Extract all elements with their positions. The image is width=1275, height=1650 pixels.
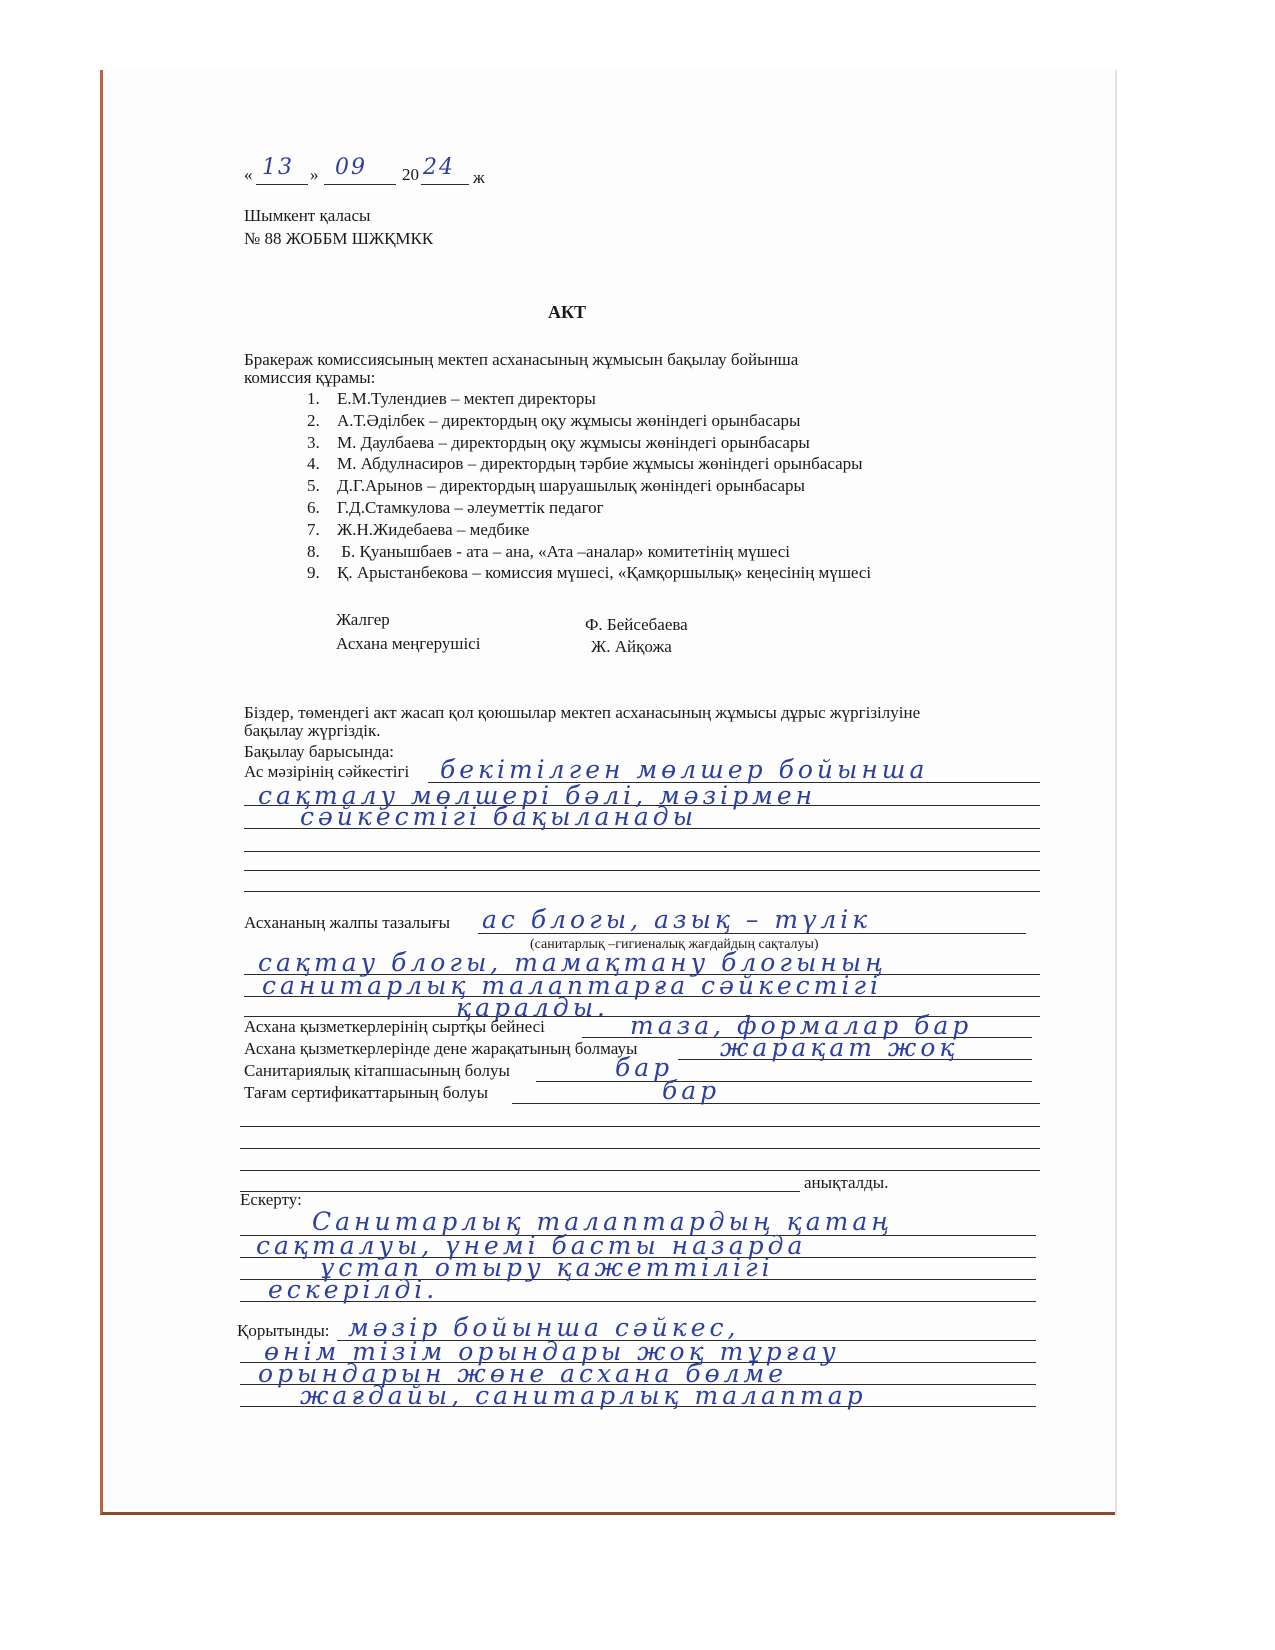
blank-line-1 (240, 1126, 1040, 1127)
menu-line-4 (244, 851, 1040, 852)
menu-compliance-label: Ас мәзірінің сәйкестігі (244, 762, 410, 781)
member-item: 2. А.Т.Әділбек – директордың оқу жұмысы жөніндегі орынбасары (307, 410, 801, 430)
clean-handwritten-3: санитарлық талаптарға сәйкестігі (262, 971, 883, 1000)
note-handwritten-2: сақталуы, үнемі басты назарда (256, 1231, 807, 1260)
school-text: № 88 ЖОББМ ШЖҚМКК (244, 229, 434, 248)
menu-handwritten-3: сәйкестігі бақыланады (300, 802, 697, 831)
conclusion-handwritten-3: орындарын жөне асхана бөлме (258, 1359, 788, 1388)
body-line-1: Біздер, төмендегі акт жасап қол қоюшылар мектеп асханасының жұмысы дұрыс жүргізілуіне (244, 703, 921, 722)
city-text: Шымкент қаласы (244, 206, 371, 225)
injury-label: Асхана қызметкерлерінде дене жарақатының болмауы (244, 1039, 638, 1058)
conclusion-handwritten-4: жағдайы, санитарлық талаптар (300, 1381, 867, 1410)
staff-role-tenant: Жалгер (336, 610, 390, 629)
date-open-quote: « (244, 165, 253, 184)
date-suffix: ж (473, 168, 485, 187)
member-item: 6. Г.Д.Стамкулова – әлеуметтік педагог (307, 497, 604, 517)
intro-line-1: Бракераж комиссиясының мектеп асханасының жұмысын бақылау бойынша (244, 350, 799, 369)
menu-line-6 (244, 891, 1040, 892)
blank-line-3 (240, 1170, 1040, 1171)
body-line-3: Бақылау барысында: (244, 742, 395, 761)
staff-name-1: Ф. Бейсебаева (585, 615, 688, 634)
note-handwritten-4: ескерілді. (268, 1275, 439, 1304)
cleanliness-label: Асхананың жалпы тазалығы (244, 913, 451, 932)
certificates-line (512, 1103, 1040, 1104)
member-item: 5. Д.Г.Арынов – директордың шаруашылық жөніндегі орынбасары (307, 476, 805, 496)
month-underline (324, 184, 396, 185)
document-title: АКТ (548, 302, 587, 322)
staff-name-2: Ж. Айқожа (591, 637, 672, 656)
sanitary-book-line (536, 1081, 1032, 1082)
date-year-prefix: 20 (402, 165, 419, 184)
menu-handwritten-2: сақталу мөлшері бәлі, мәзірмен (258, 781, 817, 810)
day-underline (256, 184, 308, 185)
clean-handwritten-4: қаралды. (456, 993, 609, 1022)
commission-members-list (307, 388, 871, 584)
date-year-handwritten: 24 (423, 155, 455, 180)
identified-text: анықталды. (804, 1173, 889, 1192)
conclusion-label: Қорытынды: (237, 1321, 330, 1340)
note-label: Ескерту: (240, 1190, 302, 1209)
appearance-handwritten: таза, формалар бар (630, 1011, 973, 1040)
sanitary-book-handwritten: бар (615, 1053, 674, 1082)
clean-handwritten-1: ас блогы, азық – түлік (482, 905, 872, 934)
staff-role-canteen-head: Асхана меңгерушісі (336, 634, 481, 653)
conclusion-handwritten-1: мәзір бойынша сәйкес, (348, 1313, 740, 1342)
clean-handwritten-2: сақтау блогы, тамақтану блогының (258, 948, 887, 977)
member-item: 3. М. Даулбаева – директордың оқу жұмысы жөніндегі орынбасары (307, 432, 810, 452)
body-line-2: бақылау жүргіздік. (244, 721, 381, 740)
year-underline (421, 184, 469, 185)
cleanliness-note: (санитарлық –гигиеналық жағдайдың сақталуы) (530, 937, 819, 952)
intro-line-2: комиссия құрамы: (244, 368, 376, 387)
menu-handwritten-1: бекітілген мөлшер бойынша (440, 755, 929, 784)
blank-line-4 (240, 1191, 800, 1192)
sanitary-book-label: Санитариялық кітапшасының болуы (244, 1061, 510, 1080)
note-handwritten-3: ұстап отыру қажеттілігі (320, 1253, 774, 1282)
appearance-label: Асхана қызметкерлерінің сыртқы бейнесі (244, 1017, 545, 1036)
certificates-label: Тағам сертификаттарының болуы (244, 1083, 489, 1102)
member-item: 8. Б. Қуанышбаев - ата – ана, «Ата –аналар» комитетінің мүшесі (307, 541, 790, 561)
injury-handwritten: жарақат жоқ (720, 1033, 959, 1062)
member-item: 1. Е.М.Тулендиев – мектеп директоры (307, 389, 596, 408)
member-item: 9. Қ. Арыстанбекова – комиссия мүшесі, «Қамқоршылық» кеңесінің мүшесі (307, 563, 872, 583)
certificates-handwritten: бар (662, 1076, 721, 1105)
member-item: 4. М. Абдулнасиров – директордың тәрбие жұмысы жөніндегі орынбасары (307, 454, 863, 474)
conclusion-handwritten-2: өнім тізім орындары жоқ тұрғау (264, 1337, 840, 1366)
date-close-quote: » (310, 165, 319, 184)
menu-line-5 (244, 870, 1040, 871)
date-day-handwritten: 13 (262, 155, 294, 180)
blank-line-2 (240, 1148, 1040, 1149)
date-month-handwritten: 09 (335, 155, 367, 180)
note-handwritten-1: Санитарлық талаптардың қатаң (312, 1207, 894, 1236)
member-item: 7. Ж.Н.Жидебаева – медбике (307, 519, 530, 539)
